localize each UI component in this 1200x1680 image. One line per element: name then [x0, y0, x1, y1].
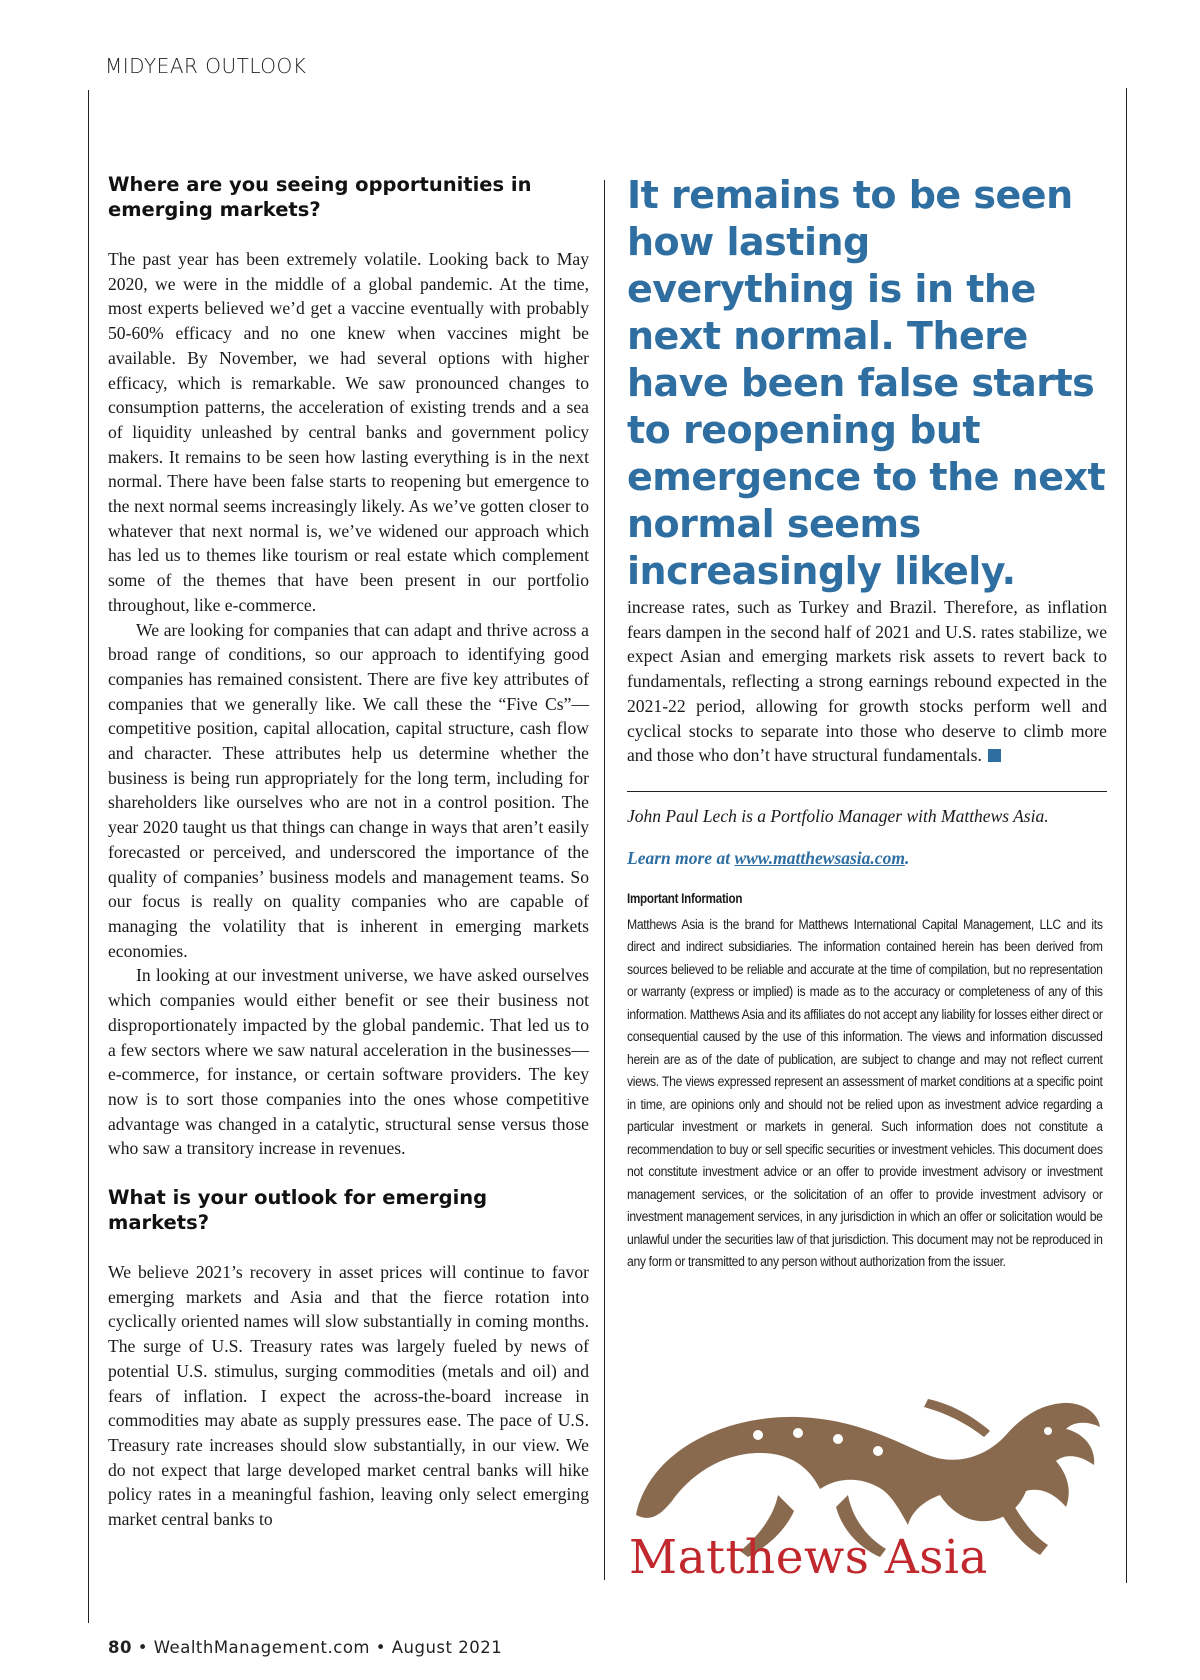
question-heading: What is your outlook for emerging markets? — [108, 1186, 488, 1235]
end-mark-icon — [988, 749, 1001, 762]
page-number: 80 — [108, 1638, 132, 1657]
column-divider — [604, 180, 605, 1580]
section-label: MIDYEAR OUTLOOK — [105, 54, 307, 78]
question-heading: Where are you seeing opportunities in emerging markets? — [108, 173, 532, 221]
body-paragraph: In looking at our investment universe, we have asked ourselves which companies would either benefit or see their business not disproportionately impacted by the global pandemic. That led us to a few sectors where we saw natural acceleration in the businesses—e-commerce, for instance, or certain software providers. The key now is to sort those companies into the ones whose competitive advantage was changed in a catalytic, structural sense versus those who saw a transitory increase in revenues. — [108, 965, 589, 1159]
body-paragraph: The past year has been extremely volatile. Looking back to May 2020, we were in the middle of a global pandemic. At the time, most experts believed we’d get a vaccine eventually with probably 50-60% efficacy and no one knew when vaccines might be available. By November, we had several options with higher efficacy, which is remarkable. We saw pronounced changes to consumption patterns, the acceleration of existing trends and a sea of liquidity unleashed by central banks and government policy makers. It remains to be seen how lasting everything is in the next normal. There have been false starts to reopening but emergence to the next normal seems increasingly likely. As we’ve gotten closer to whatever that next normal is, we’ve widened our approach which has led us to themes like tourism or real estate which complement some of the themes that have been present in our portfolio throughout, like e-commerce. — [108, 249, 589, 615]
bio-divider — [627, 791, 1107, 792]
publication-name: WealthManagement.com — [153, 1638, 371, 1657]
author-bio: John Paul Lech is a Portfolio Manager with Matthews Asia. — [627, 805, 1049, 826]
learn-more-suffix: . — [904, 847, 910, 868]
important-info-title: Important Information — [627, 890, 743, 906]
body-paragraph: We are looking for companies that can adapt and thrive across a broad range of conditions, so our approach to identifying good companies has remained consistent. There are five key attributes of companies that we generally like. We call these the “Five Cs”—competitive position, capital allocation, capital structure, cash flow and character. These attributes help us determine whether the business is being run appropriately for the long term, including for shareholders like ourselves who are not in a control position. The year 2020 taught us that things can change in ways that aren’t easily forecasted or perceived, and underscored the importance of the quality of companies’ business models and management teams. So our focus is really on quality companies who are capable of managing the volatility that is inherent in emerging markets economies. — [108, 619, 589, 961]
continuation-text: increase rates, such as Turkey and Brazil. Therefore, as inflation fears dampen in the second half of 2021 and U.S. rates stabilize, we expect Asian and emerging markets risk assets to revert back to fundamentals, reflecting a strong earnings rebound expected in the 2021-22 period, allowing for growth stocks perform well and cyclical stocks to separate into those who deserve to climb more and those who don’t have structural fundamentals. — [627, 597, 1107, 766]
left-column — [108, 172, 589, 1532]
matthews-asia-logo-text: Matthews Asia — [629, 1530, 988, 1585]
page-footer — [108, 1638, 502, 1657]
important-info-text: Matthews Asia is the brand for Matthews International Capital Management, LLC and its direct and indirect subsidiaries. The information contained herein has been derived from sources believed to be reliable and accurate at the time of compilation, but no representation or warranty (express or implied) is made as to the accuracy or completeness of any of this information. Matthews Asia and its affiliates do not accept any liability for losses either direct or consequential caused by the use of this information. The views and information discussed herein are as of the date of publication, are subject to change and may not reflect current views. The views expressed represent an assessment of market conditions at a specific point in time, are opinions only and should not be relied upon as investment advice regarding a particular investment or markets in general. Such information does not constitute a recommendation to buy or sell specific securities or investment vehicles. This document does not constitute investment advice or an offer to provide investment advisory or investment management services, or the solicitation of an offer to provide investment advisory or investment management services, in any jurisdiction in which an offer or solicitation would be unlawful under the securities law of that jurisdiction. This document may not be reproduced in any form or transmitted to any person without authorization from the issuer. — [627, 916, 1103, 1271]
right-margin-rule — [1126, 88, 1127, 1583]
learn-more-prefix: Learn more at — [627, 847, 735, 868]
website-link[interactable]: www.matthewsasia.com — [734, 847, 905, 868]
pull-quote: It remains to be seen how lasting everything is in the next normal. There have been false starts to reopening but emergence to the next normal seems increasingly likely. — [627, 173, 1106, 593]
footer-separator: • — [375, 1638, 386, 1657]
body-paragraph: We believe 2021’s recovery in asset prices will continue to favor emerging markets and Asia and that the fierce rotation into cyclically oriented names will slow substantially in coming months. The surge of U.S. Treasury rates was largely fueled by news of potential U.S. stimulus, surging commodities (metals and oil) and fears of inflation. I expect the across-the-board increase in commodities may abate as supply pressures ease. The pace of U.S. Treasury rate increases should slow substantially, in our view. We do not expect that large developed market central banks will hike policy rates in a meaningful fashion, leaving only select emerging market central banks to — [108, 1262, 589, 1530]
left-margin-rule — [88, 90, 89, 1623]
right-column — [627, 172, 1107, 1274]
issue-date: August 2021 — [391, 1638, 503, 1657]
learn-more — [627, 848, 1107, 869]
body-paragraph — [627, 595, 1107, 768]
footer-separator: • — [137, 1638, 148, 1657]
